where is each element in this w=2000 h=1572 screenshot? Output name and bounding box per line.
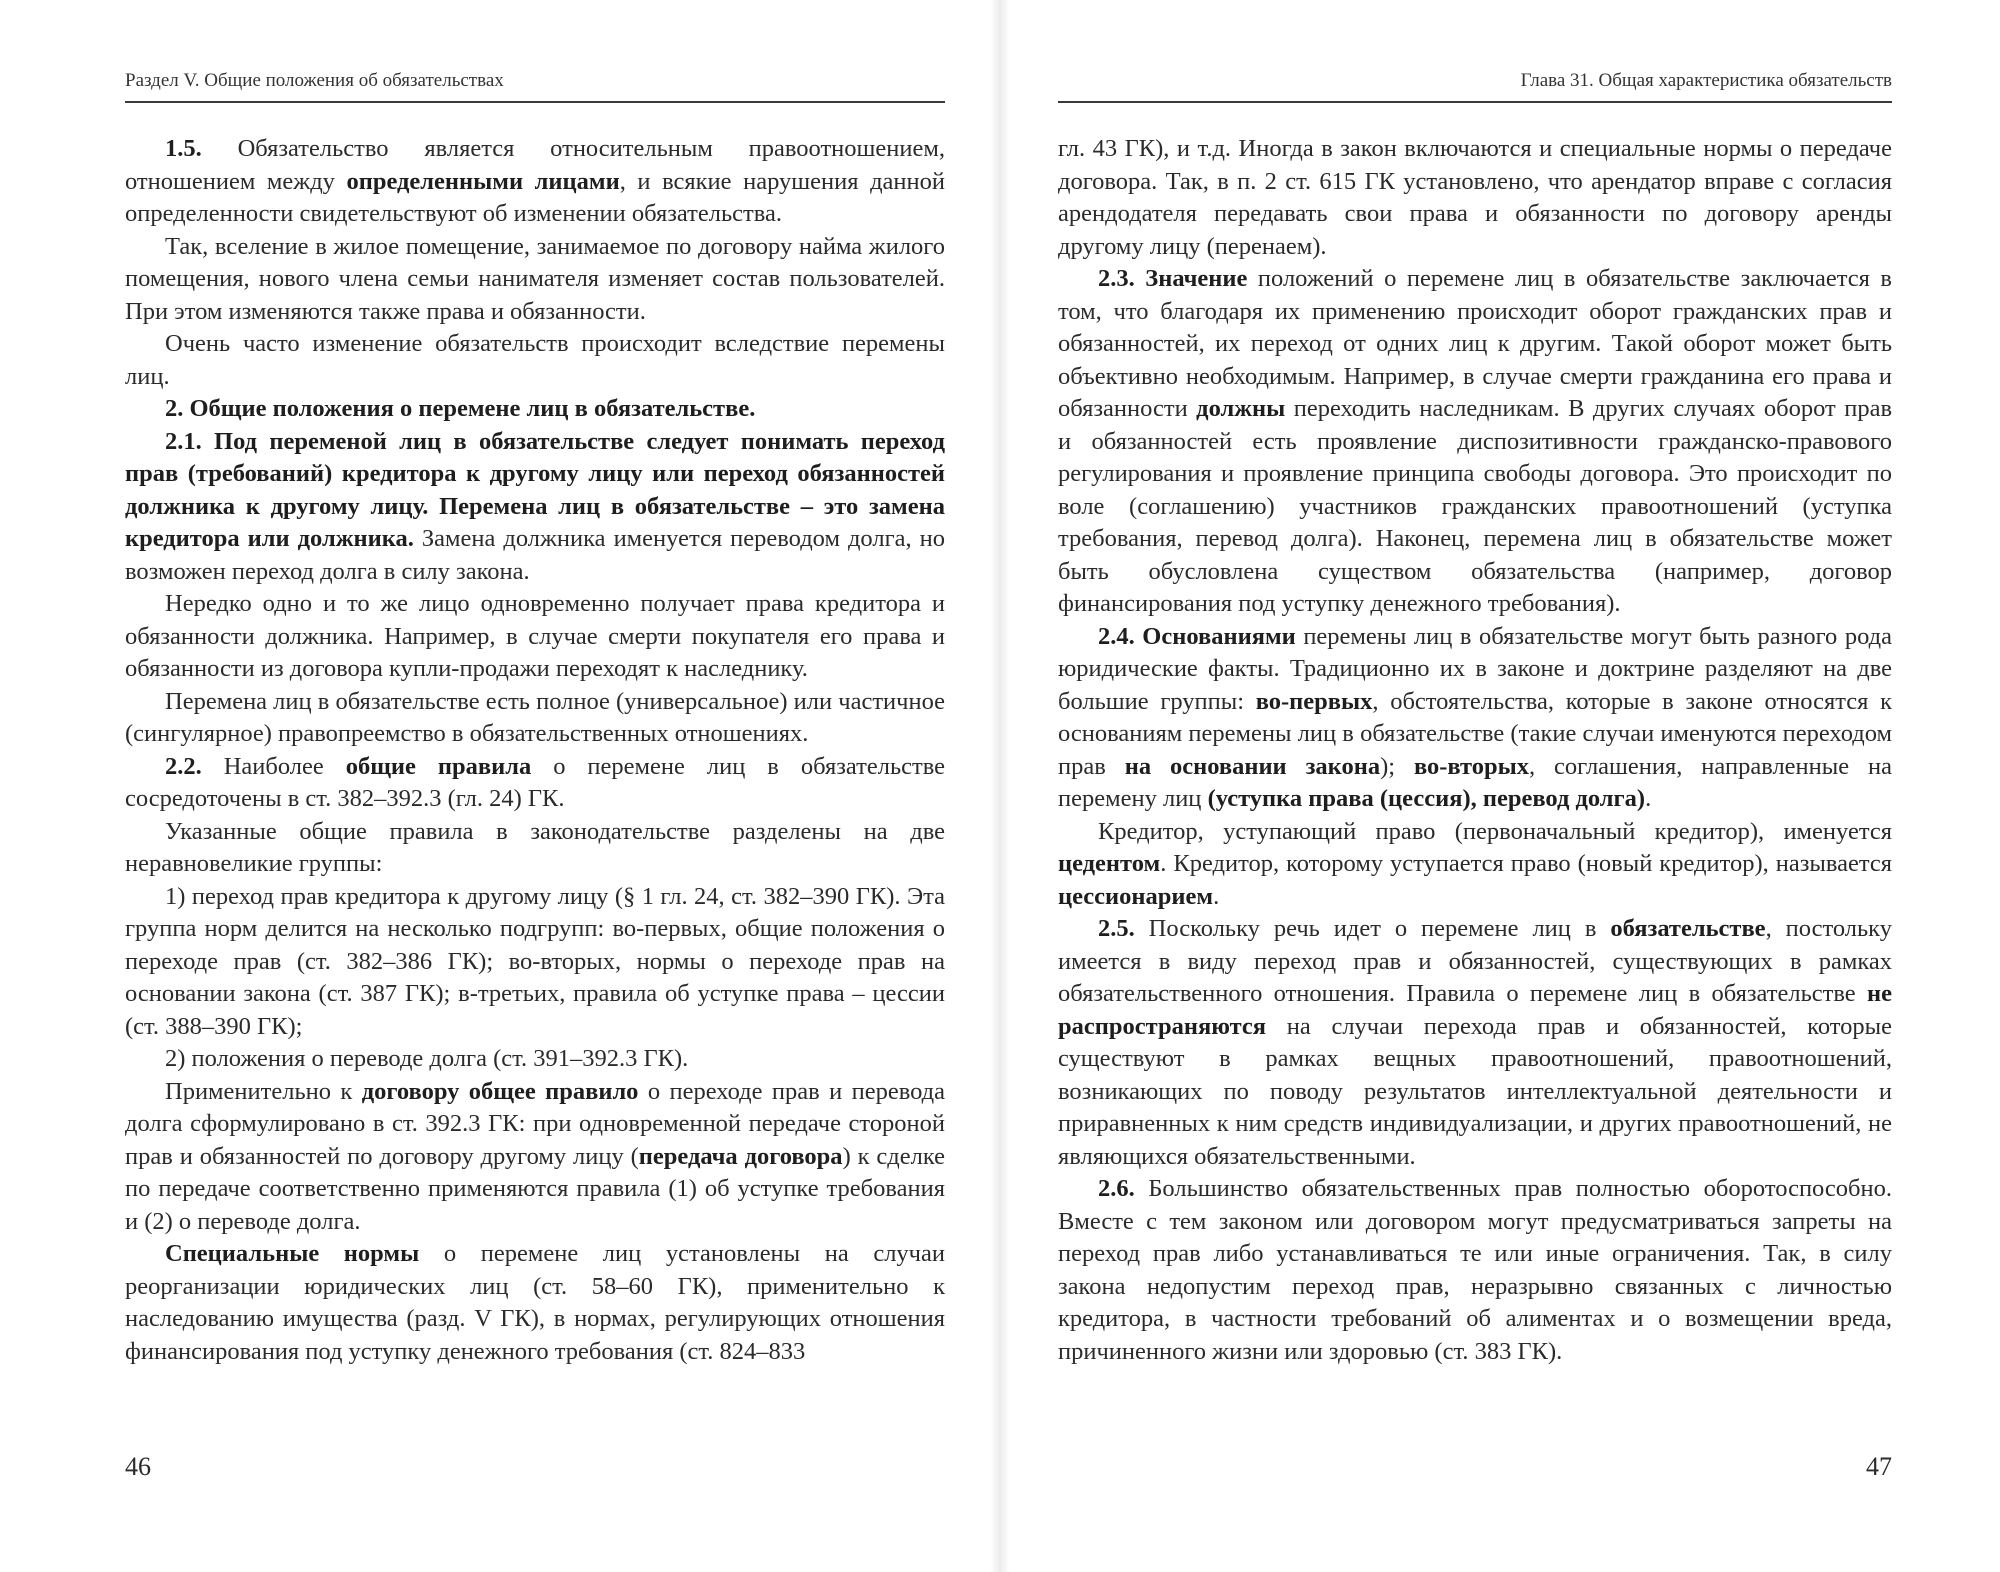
text-run: переходить наследникам. В других случаях оборот прав и обязанностей есть проявление диспозитивности гражданско-правового регулирования и проявление принципа свободы договора. Это происходит по воле (соглашению) участников гражданских правоотношений (уступка требования, перевод долга). Наконец, перемена лиц в обязательстве может быть обусловлена существом обязательства (например, договор финансирования под уступку денежного требования). xyxy=(1058,395,1893,617)
text-run: Обязательство является относительным правоотношением, отношением между xyxy=(125,135,945,195)
paragraph xyxy=(1058,1173,1892,1368)
paragraph xyxy=(1058,913,1892,1173)
paragraph xyxy=(1058,621,1892,816)
bold-text-run: (уступка права (цессия), перевод долга) xyxy=(1207,785,1646,812)
text-run: ) к сделке по передаче соответственно применяются правила (1) об уступке требования и (2) о переводе долга. xyxy=(125,1142,946,1235)
bold-text-run: общие правила xyxy=(345,752,532,780)
header-rule xyxy=(1058,101,1892,103)
text-run: Замена должника именуется переводом долга, но возможен переход долга в силу закона. xyxy=(125,525,945,585)
paragraph xyxy=(125,426,945,589)
bold-text-run: цессионарием xyxy=(1058,882,1214,910)
paragraph xyxy=(1058,133,1892,263)
right-page xyxy=(1000,0,2000,1572)
text-run: , постольку имеется в виду переход прав и обязанностей, существующих в рамках обязательственного отношения. Правила о перемене лиц в обязательстве xyxy=(1058,915,1892,1007)
bold-text-run: 2.6. xyxy=(1098,1175,1135,1202)
text-run: Наиболее xyxy=(201,752,346,780)
page-body xyxy=(1058,133,1892,1368)
bold-text-run: во-первых xyxy=(1255,687,1373,715)
bold-text-run: должны xyxy=(1196,395,1286,422)
text-run: 2) положения о переводе долга (ст. 391–392.3 ГК). xyxy=(165,1045,689,1072)
text-run: Перемена лиц в обязательстве есть полное (универсальное) или частичное (сингулярное) правопреемство в обязательственных отношениях. xyxy=(125,687,945,747)
bold-text-run: 2.4. Основаниями xyxy=(1098,622,1296,650)
text-run: Применительно к xyxy=(165,1077,362,1105)
text-run: Очень часто изменение обязательств происходит вследствие перемены лиц. xyxy=(125,330,945,390)
bold-text-run: 2.5. xyxy=(1098,915,1135,942)
running-header: Раздел V. Общие положения об обязательствах xyxy=(125,70,504,91)
text-run: . Кредитор, которому уступается право (новый кредитор), называется xyxy=(1160,850,1892,877)
text-run: гл. 43 ГК), и т.д. Иногда в закон включаются и специальные нормы о передаче договора. Так, в п. 2 ст. 615 ГК установлено, что арендатор вправе с согласия арендодателя передавать свои права и обязанности по договору аренды другому лицу (перенаем). xyxy=(1058,135,1892,260)
text-run: ); xyxy=(1380,752,1414,780)
text-run: положений о перемене лиц в обязательстве заключается в том, что благодаря их применению происходит оборот гражданских прав и обязанностей, их переход от одних лиц к другим. Такой оборот может быть объективно необходимым. Например, в случае смерти гражданина его права и обязанности xyxy=(1058,265,1892,422)
bold-text-run: обязательстве xyxy=(1610,915,1766,942)
page-body xyxy=(125,133,945,1368)
bold-text-run: на основании закона xyxy=(1124,752,1381,780)
text-run: Большинство обязательственных прав полностью оборотоспособно. Вместе с тем законом или договором могут предусматриваться запреты на переход прав либо устанавливаться те или иные ограничения. Так, в силу закона недопустим переход прав, неразрывно связанных с личностью кредитора, в частности требований об алиментах и о возмещении вреда, причиненного жизни или здоровью (ст. 383 ГК). xyxy=(1058,1175,1892,1365)
text-run: Так, вселение в жилое помещение, занимаемое по договору найма жилого помещения, нового члена семьи нанимателя изменяет состав пользователей. При этом изменяются также права и обязанности. xyxy=(125,232,945,325)
bold-text-run: 2. Общие положения о перемене лиц в обязательстве. xyxy=(165,395,756,422)
text-run: Кредитор, уступающий право (первоначальный кредитор), именуется xyxy=(1098,817,1892,845)
text-run: Указанные общие правила в законодательстве разделены на две неравновеликие группы: xyxy=(125,817,945,877)
header-rule xyxy=(125,101,945,103)
text-run: , и всякие нарушения данной определенности свидетельствуют об изменении обязательства. xyxy=(125,167,945,227)
paragraph xyxy=(1058,263,1892,621)
text-run: о перемене лиц в обязательстве сосредоточены в ст. 382–392.3 (гл. 24) ГК. xyxy=(125,752,945,812)
paragraph xyxy=(125,1043,945,1076)
paragraph xyxy=(1058,816,1892,914)
text-run: . xyxy=(1213,882,1220,910)
text-run: , соглашения, направленные на перемену лиц xyxy=(1058,752,1892,812)
paragraph xyxy=(125,686,945,751)
bold-text-run: договору общее правило xyxy=(361,1077,639,1105)
text-run: 1) переход прав кредитора к другому лицу (§ 1 гл. 24, ст. 382–390 ГК). Эта группа норм делится на несколько подгрупп: во-первых, общие положения о переходе прав (ст. 382–386 ГК); во-вторых, нормы о переходе прав на основании закона (ст. 387 ГК); в-третьих, правила об уступке права – цессии (ст. 388–390 ГК); xyxy=(125,882,945,1040)
text-run: о переходе прав и перевода долга сформулировано в ст. 392.3 ГК: при одновременной передаче стороной прав и обязанностей по договору другому лицу ( xyxy=(125,1077,945,1170)
text-run: Поскольку речь идет о перемене лиц в xyxy=(1134,915,1611,942)
paragraph xyxy=(125,328,945,393)
bold-text-run: 2.2. xyxy=(165,752,202,780)
paragraph xyxy=(125,816,945,881)
paragraph xyxy=(125,231,945,329)
paragraph xyxy=(125,133,945,231)
text-run: о перемене лиц установлены на случаи реорганизации юридических лиц (ст. 58–60 ГК), применительно к наследованию имущества (разд. V ГК), в нормах, регулирующих отношения финансирования под уступку денежного требования (ст. 824–833 xyxy=(125,1240,945,1365)
bold-text-run: 1.5. xyxy=(165,135,202,162)
bold-text-run: передача договора xyxy=(638,1142,843,1170)
text-run: на случаи перехода прав и обязанностей, которые существуют в рамках вещных правоотношений, правоотношений, возникающих по поводу результатов интеллектуальной деятельности и приравненных к ним средств индивидуализации, и других правоотношений, не являющихся обязательственными. xyxy=(1058,1012,1892,1170)
bold-text-run: определенными лицами xyxy=(346,167,620,195)
paragraph xyxy=(125,1238,945,1368)
bold-text-run: Специальные нормы xyxy=(165,1240,420,1267)
text-run: Нередко одно и то же лицо одновременно получает права кредитора и обязанности должника. Например, в случае смерти покупателя его права и обязанности из договора купли-продажи переходят к наследнику. xyxy=(125,590,945,682)
paragraph xyxy=(125,881,945,1044)
bold-text-run: 2.1. Под переменой лиц в обязательстве следует понимать переход прав (требований) кредитора к другому лицу или переход обязанностей должника к другому лицу. Перемена лиц в обязательстве – это замена кредитора или должника. xyxy=(125,427,945,552)
paragraph xyxy=(125,393,945,426)
bold-text-run: не распространяются xyxy=(1058,980,1892,1040)
paragraph xyxy=(125,751,945,816)
paragraph xyxy=(125,1076,945,1239)
bold-text-run: 2.3. Значение xyxy=(1098,265,1248,292)
text-run: , обстоятельства, которые в законе относятся к основаниям перемены лиц в обязательстве (такие случаи именуются переходом прав xyxy=(1058,687,1893,780)
page-number: 46 xyxy=(125,1452,151,1481)
page-number: 47 xyxy=(1866,1452,1892,1481)
paragraph xyxy=(125,588,945,686)
text-run: . xyxy=(1645,785,1652,812)
text-run: перемены лиц в обязательстве могут быть разного рода юридические факты. Традиционно их в законе и доктрине разделяют на две большие группы: xyxy=(1058,622,1892,715)
running-header: Глава 31. Общая характеристика обязательств xyxy=(1520,70,1892,91)
bold-text-run: цедентом xyxy=(1058,850,1161,877)
bold-text-run: во-вторых xyxy=(1413,752,1529,780)
